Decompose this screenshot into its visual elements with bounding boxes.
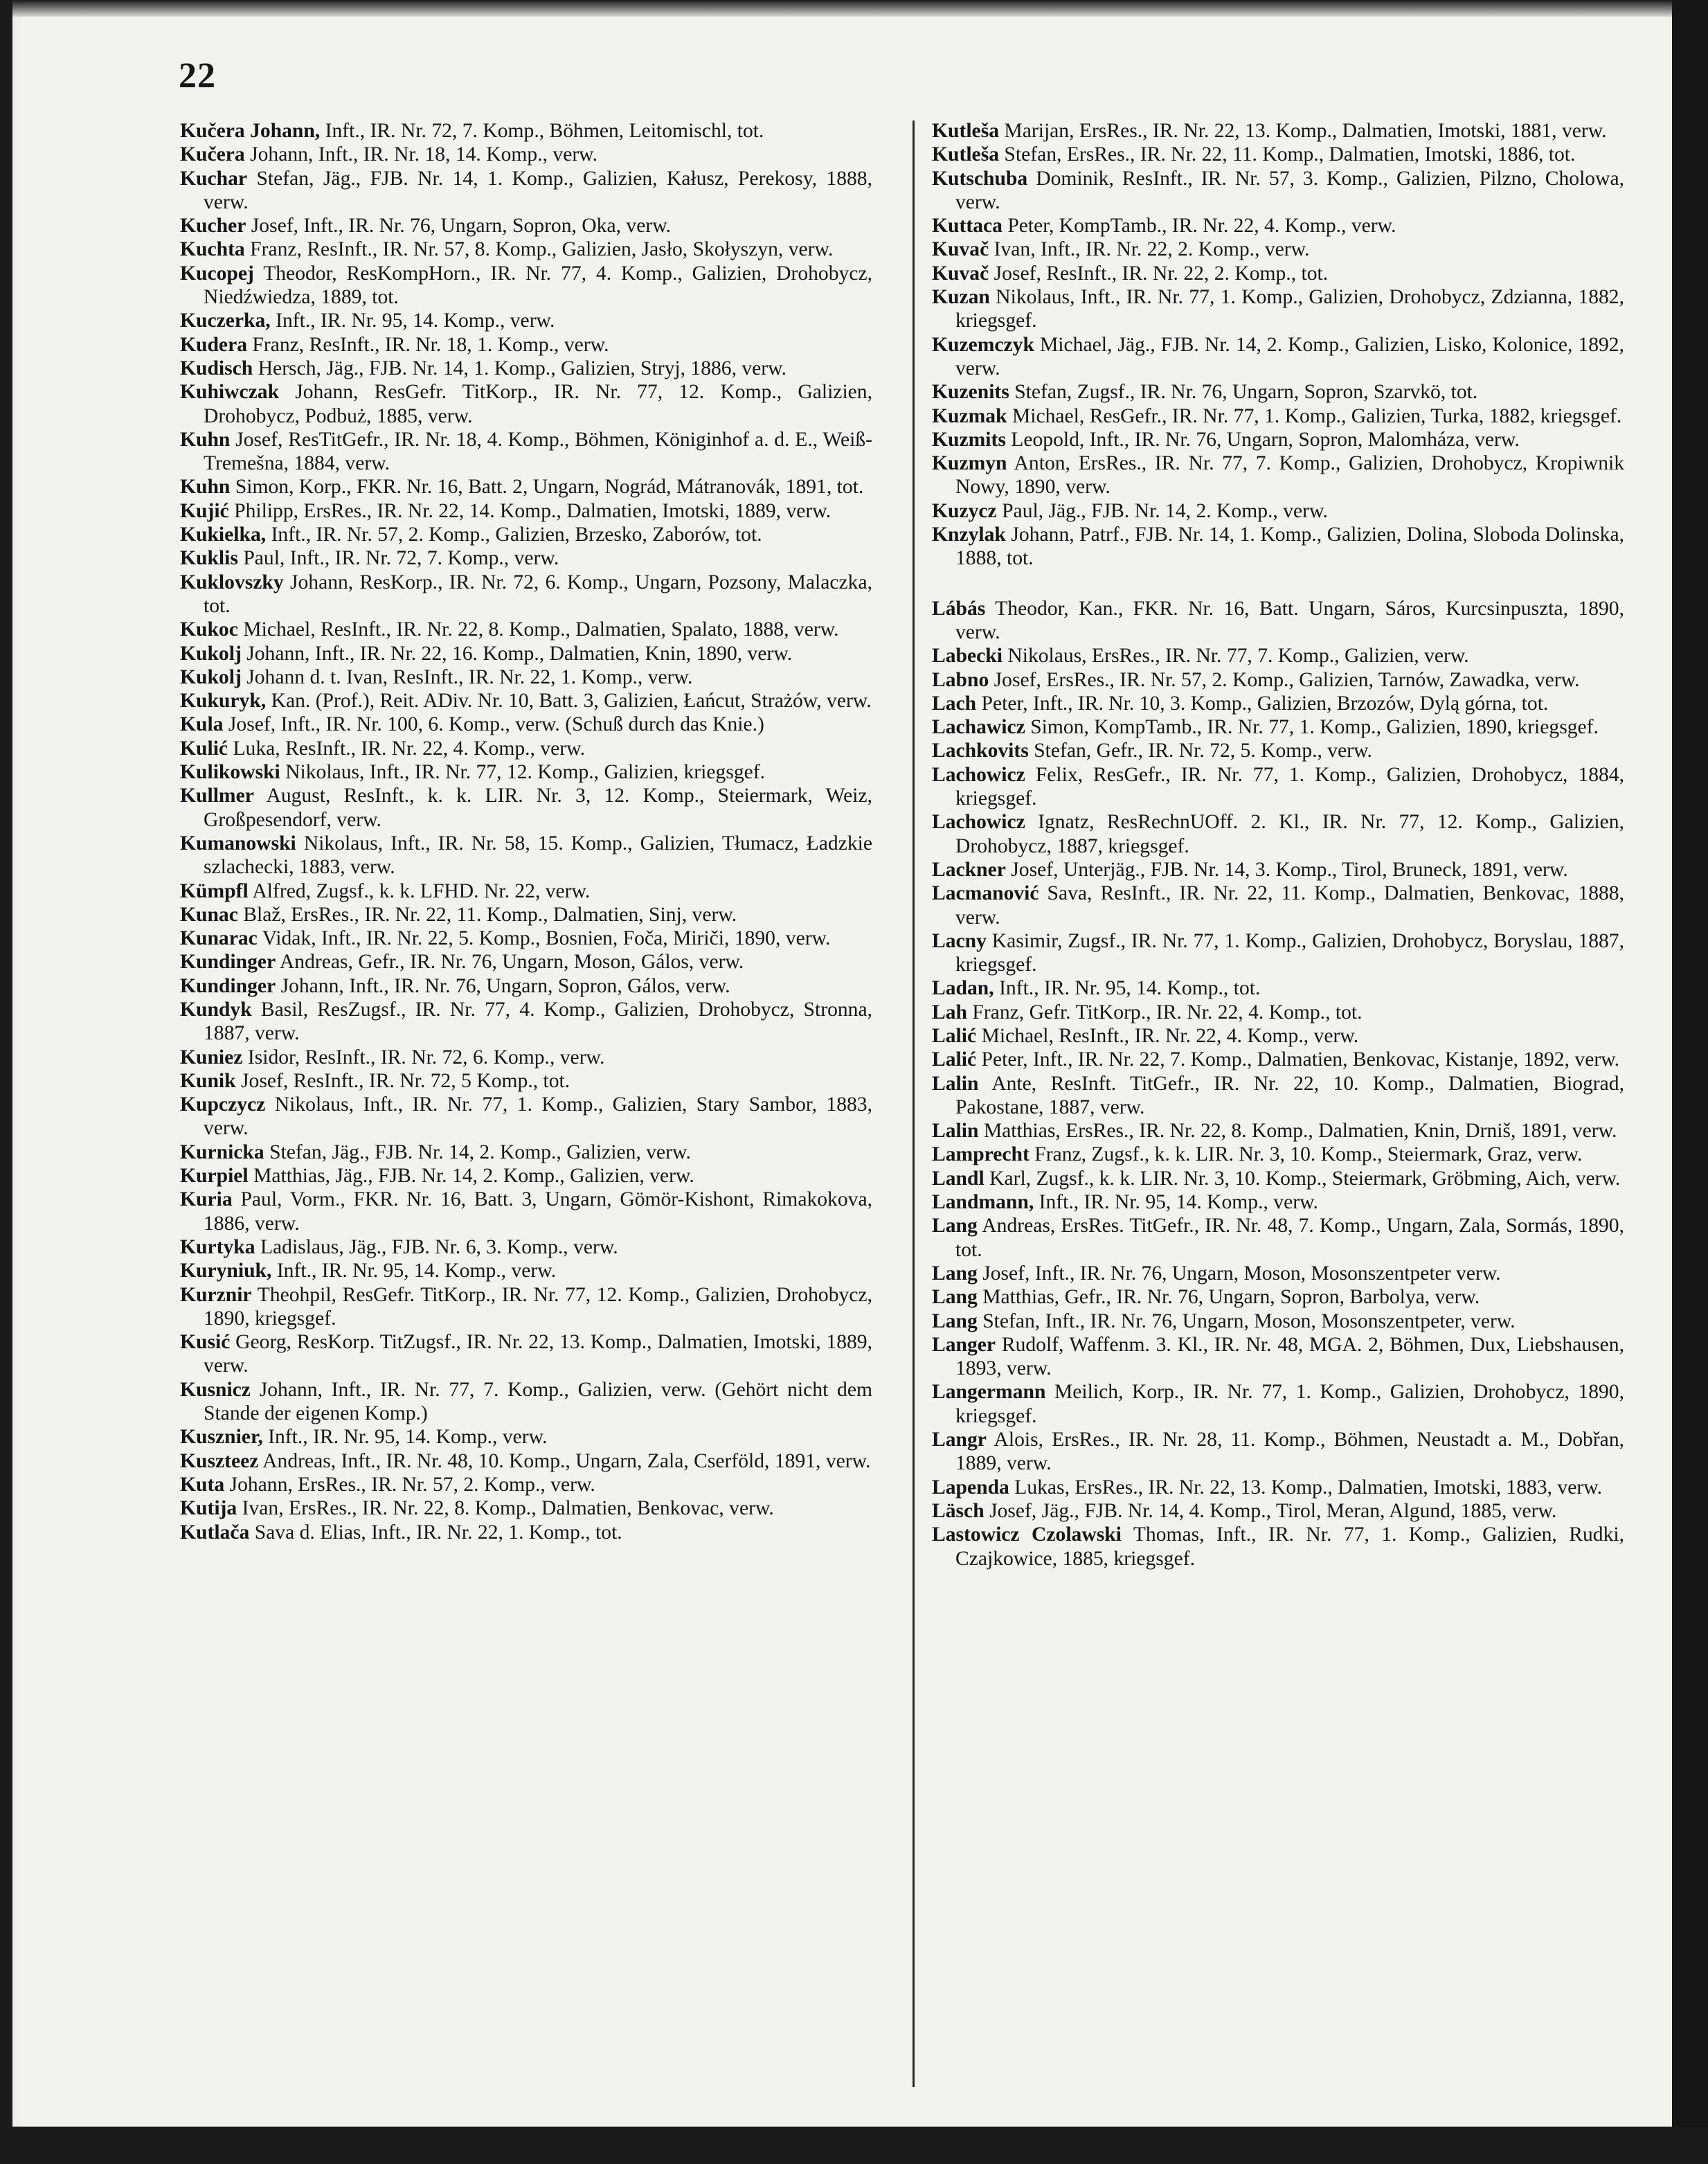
entry-details: Ladislaus, Jäg., FJB. Nr. 6, 3. Komp., verw. — [260, 1235, 618, 1258]
entry-surname: Kučera Johann, — [180, 120, 321, 142]
list-entry — [932, 167, 1624, 215]
entry-surname: Lachkovits — [932, 740, 1029, 762]
list-entry — [932, 1333, 1624, 1381]
list-entry — [932, 1024, 1624, 1048]
entry-surname: Kuczerka, — [180, 310, 271, 332]
entry-surname: Langermann — [932, 1381, 1046, 1404]
entry-surname: Kupczycz — [180, 1093, 266, 1116]
entry-details: Paul, Vorm., FKR. Nr. 16, Batt. 3, Ungarn, Gömör-Kishont, Rimakokova, 1886, verw. — [204, 1188, 872, 1235]
entry-surname: Lachawicz — [932, 716, 1025, 739]
entry-details: Michael, Jäg., FJB. Nr. 14, 2. Komp., Galizien, Lisko, Kolonice, 1892, verw. — [955, 333, 1624, 379]
entry-details: Anton, ErsRes., IR. Nr. 77, 7. Komp., Galizien, Drohobycz, Kropiwnik Nowy, 1890, verw. — [955, 452, 1625, 499]
entry-surname: Kusić — [180, 1331, 231, 1354]
entry-surname: Lapenda — [932, 1476, 1009, 1499]
entry-details: Inft., IR. Nr. 95, 14. Komp., verw. — [1039, 1191, 1318, 1214]
entry-surname: Kučera — [180, 143, 245, 166]
list-entry — [180, 571, 872, 618]
entry-surname: Kurznir — [180, 1283, 252, 1306]
entry-surname: Kutija — [180, 1497, 237, 1520]
entry-details: Theodor, Kan., FKR. Nr. 16, Batt. Ungarn, Sáros, Kurcsinpuszta, 1890, verw. — [955, 597, 1624, 643]
entry-surname: Kurpiel — [180, 1165, 249, 1188]
list-entry — [180, 214, 872, 238]
entry-details: Andreas, ErsRes. TitGefr., IR. Nr. 48, 7. Komp., Ungarn, Zala, Sormás, 1890, tot. — [955, 1215, 1625, 1261]
entry-surname: Kumanowski — [180, 832, 296, 855]
entry-surname: Kundyk — [180, 998, 252, 1021]
entry-surname: Langer — [932, 1333, 996, 1356]
scan-bottom-edge — [0, 2127, 1708, 2164]
entry-surname: Kuchar — [180, 167, 248, 190]
list-entry — [180, 428, 872, 476]
list-entry — [932, 380, 1624, 404]
list-entry — [180, 832, 872, 879]
entry-surname: Lachowicz — [932, 763, 1025, 786]
entry-surname: Kudera — [180, 333, 248, 356]
entry-details: Stefan, Jäg., FJB. Nr. 14, 2. Komp., Galizien, verw. — [269, 1141, 691, 1163]
list-entry — [932, 668, 1624, 692]
entry-details: Philipp, ErsRes., IR. Nr. 22, 14. Komp., Dalmatien, Imotski, 1889, verw. — [234, 499, 831, 522]
list-entry — [180, 903, 872, 927]
entry-surname: Kukoc — [180, 618, 238, 641]
entry-surname: Kusnicz — [180, 1378, 251, 1401]
entry-surname: Landmann, — [932, 1191, 1034, 1214]
entry-details: Josef, ResInft., IR. Nr. 22, 2. Komp., tot. — [994, 262, 1329, 285]
list-entry — [932, 882, 1624, 929]
entry-details: Josef, ErsRes., IR. Nr. 57, 2. Komp., Galizien, Tarnów, Zawadka, verw. — [994, 668, 1580, 691]
entry-surname: Lacny — [932, 929, 987, 952]
list-entry — [932, 1285, 1624, 1309]
entry-surname: Kudisch — [180, 357, 253, 379]
entry-details: Matthias, ErsRes., IR. Nr. 22, 8. Komp., Dalmatien, Knin, Drniš, 1891, verw. — [983, 1120, 1617, 1143]
list-entry — [180, 1188, 872, 1235]
entry-surname: Kuttaca — [932, 215, 1003, 238]
entry-details: Johann, Patrf., FJB. Nr. 14, 1. Komp., Galizien, Dolina, Sloboda Dolinska, 1888, tot. — [955, 524, 1624, 570]
entry-surname: Kutleša — [932, 120, 1000, 142]
entry-surname: Kusznier, — [180, 1426, 263, 1449]
entry-details: Johann, Inft., IR. Nr. 76, Ungarn, Sopron, Gálos, verw. — [280, 974, 730, 997]
entry-details: Nikolaus, ErsRes., IR. Nr. 77, 7. Komp., Galizien, verw. — [1007, 645, 1469, 668]
list-entry — [180, 167, 872, 215]
list-entry — [180, 523, 872, 546]
entry-surname: Lach — [932, 692, 977, 715]
entry-surname: Kucopej — [180, 262, 254, 285]
document-page — [21, 17, 1672, 2127]
list-entry — [932, 119, 1624, 143]
entry-surname: Lah — [932, 1001, 967, 1023]
entry-surname: Kula — [180, 713, 224, 736]
entry-details: Peter, Inft., IR. Nr. 22, 7. Komp., Dalmatien, Benkovac, Kistanje, 1892, verw. — [981, 1048, 1620, 1071]
list-entry — [180, 642, 872, 665]
list-entry — [180, 475, 872, 499]
entry-details: Isidor, ResInft., IR. Nr. 72, 6. Komp., verw. — [247, 1046, 605, 1068]
list-entry — [180, 665, 872, 689]
entry-details: Ivan, ErsRes., IR. Nr. 22, 8. Komp., Dalmatien, Benkovac, verw. — [242, 1497, 774, 1520]
entry-details: Franz, Gefr. TitKorp., IR. Nr. 22, 4. Komp., tot. — [972, 1001, 1363, 1023]
entry-surname: Kuryniuk, — [180, 1260, 272, 1282]
entry-details: Basil, ResZugsf., IR. Nr. 77, 4. Komp., Galizien, Drohobycz, Stronna, 1887, verw. — [204, 998, 872, 1045]
entry-details: Michael, ResInft., IR. Nr. 22, 8. Komp., Dalmatien, Spalato, 1888, verw. — [243, 618, 839, 641]
entry-details: Inft., IR. Nr. 95, 14. Komp., verw. — [268, 1426, 548, 1449]
entry-details: Josef, Jäg., FJB. Nr. 14, 4. Komp., Tirol, Meran, Algund, 1885, verw. — [989, 1499, 1557, 1522]
entry-details: Johann, ErsRes., IR. Nr. 57, 2. Komp., verw. — [229, 1473, 595, 1496]
entry-surname: Kuniez — [180, 1046, 243, 1068]
entry-surname: Lacmanović — [932, 882, 1039, 905]
entry-details: Peter, KompTamb., IR. Nr. 22, 4. Komp., verw. — [1007, 215, 1396, 238]
list-entry — [932, 1072, 1624, 1120]
column-divider — [913, 120, 915, 2087]
entry-details: Johann, ResGefr. TitKorp., IR. Nr. 77, 12. Komp., Galizien, Drohobycz, Podbuż, 1885, verw. — [204, 381, 872, 427]
list-entry — [932, 1476, 1624, 1499]
entry-surname: Kutleša — [932, 143, 1000, 166]
entry-details: Johann, Inft., IR. Nr. 77, 7. Komp., Galizien, verw. (Gehört nicht dem Stande der eigenen Komp.) — [204, 1378, 872, 1425]
list-entry — [180, 333, 872, 357]
entry-details: Kasimir, Zugsf., IR. Nr. 77, 1. Komp., Galizien, Drohobycz, Boryslau, 1887, kriegsgef. — [955, 929, 1624, 976]
entry-details: Stefan, Inft., IR. Nr. 76, Ungarn, Moson, Mosonszentpeter, verw. — [982, 1309, 1516, 1332]
entry-details: Paul, Jäg., FJB. Nr. 14, 2. Komp., verw. — [1002, 499, 1328, 522]
list-entry — [932, 1428, 1624, 1476]
entry-details: Simon, KompTamb., IR. Nr. 77, 1. Komp., Galizien, 1890, kriegsgef. — [1030, 716, 1599, 739]
entry-details: Dominik, ResInft., IR. Nr. 57, 3. Komp., Galizien, Pilzno, Cholowa, verw. — [955, 167, 1624, 213]
entry-surname: Lang — [932, 1215, 978, 1237]
entry-surname: Lastowicz Czolawski — [932, 1523, 1122, 1546]
list-entry — [180, 737, 872, 760]
list-entry — [180, 1093, 872, 1141]
entry-surname: Lamprecht — [932, 1143, 1030, 1166]
entry-details: Johann, Inft., IR. Nr. 18, 14. Komp., verw. — [250, 143, 598, 166]
entry-surname: Lang — [932, 1262, 978, 1285]
list-entry — [932, 1214, 1624, 1262]
list-entry — [932, 1380, 1624, 1428]
list-entry — [180, 784, 872, 832]
list-entry — [932, 692, 1624, 715]
list-entry — [932, 214, 1624, 238]
entry-surname: Kunac — [180, 903, 238, 926]
list-entry — [932, 428, 1624, 451]
entry-surname: Kuzemczyk — [932, 333, 1034, 356]
list-entry — [180, 546, 872, 570]
list-entry — [180, 974, 872, 998]
entry-surname: Kuzmyn — [932, 452, 1007, 475]
entry-surname: Kukuryk, — [180, 690, 267, 713]
entry-details: Josef, Inft., IR. Nr. 76, Ungarn, Sopron, Oka, verw. — [251, 215, 672, 238]
list-entry — [180, 760, 872, 784]
entry-surname: Ladan, — [932, 977, 994, 1000]
entry-surname: Kuhn — [180, 476, 231, 499]
list-entry — [932, 976, 1624, 1000]
list-entry — [180, 380, 872, 428]
list-entry — [180, 1521, 872, 1544]
entry-surname: Kunik — [180, 1069, 236, 1092]
entry-surname: Kutschuba — [932, 167, 1028, 190]
entry-details: Nikolaus, Inft., IR. Nr. 58, 15. Komp., Galizien, Tłumacz, Ładzkie szlachecki, 1883, verw. — [204, 832, 872, 879]
list-entry — [932, 451, 1624, 499]
entry-details: Sava, ResInft., IR. Nr. 22, 11. Komp., Dalmatien, Benkovac, 1888, verw. — [955, 882, 1624, 929]
entry-details: Michael, ResGefr., IR. Nr. 77, 1. Komp., Galizien, Turka, 1882, kriegsgef. — [1012, 404, 1622, 427]
entry-details: Leopold, Inft., IR. Nr. 76, Ungarn, Sopron, Malomháza, verw. — [1011, 428, 1520, 451]
list-entry — [932, 644, 1624, 668]
entry-surname: Läsch — [932, 1499, 985, 1522]
scan-right-edge — [1672, 0, 1708, 2164]
scan-top-edge — [0, 0, 1708, 17]
entry-details: Theodor, ResKompHorn., IR. Nr. 77, 4. Komp., Galizien, Drohobycz, Niedźwiedza, 1889, tot. — [204, 262, 872, 309]
entry-surname: Kuzycz — [932, 499, 997, 522]
entry-details: Josef, Inft., IR. Nr. 76, Ungarn, Moson, Mosonszentpeter verw. — [982, 1262, 1501, 1285]
entry-details: Johann d. t. Ivan, ResInft., IR. Nr. 22, 1. Komp., verw. — [246, 665, 693, 688]
entry-details: Inft., IR. Nr. 72, 7. Komp., Böhmen, Leitomischl, tot. — [325, 120, 764, 142]
list-entry — [932, 333, 1624, 381]
list-entry — [932, 523, 1624, 571]
entry-details: Inft., IR. Nr. 57, 2. Komp., Galizien, Brzesko, Zaborów, tot. — [271, 524, 762, 546]
list-entry — [180, 1330, 872, 1378]
entry-surname: Kuchta — [180, 238, 245, 261]
list-entry — [932, 1262, 1624, 1285]
entry-details: Andreas, Gefr., IR. Nr. 76, Ungarn, Moson, Gálos, verw. — [279, 951, 744, 974]
entry-details: Ignatz, ResRechnUOff. 2. Kl., IR. Nr. 77, 12. Komp., Galizien, Drohobycz, 1887, kriegsgef. — [955, 811, 1624, 857]
list-entry — [932, 404, 1624, 428]
list-entry — [180, 1283, 872, 1331]
list-entry — [180, 1141, 872, 1164]
entry-surname: Kunarac — [180, 927, 258, 950]
list-entry — [180, 1496, 872, 1520]
entry-surname: Lang — [932, 1286, 978, 1309]
list-entry — [932, 262, 1624, 285]
entry-surname: Kukielka, — [180, 524, 267, 546]
list-entry — [932, 597, 1624, 645]
list-entry — [180, 1378, 872, 1426]
entry-surname: Landl — [932, 1167, 985, 1190]
entry-surname: Lachowicz — [932, 811, 1025, 834]
entry-surname: Labno — [932, 668, 989, 691]
entry-surname: Kulić — [180, 737, 228, 760]
list-entry — [932, 1143, 1624, 1166]
entry-details: Josef, ResInft., IR. Nr. 72, 5 Komp., tot. — [241, 1069, 570, 1092]
list-entry — [180, 357, 872, 380]
entry-surname: Kuzan — [932, 286, 990, 309]
entry-details: Karl, Zugsf., k. k. LIR. Nr. 3, 10. Komp., Steiermark, Gröbming, Aich, verw. — [989, 1167, 1621, 1190]
entry-details: Rudolf, Waffenm. 3. Kl., IR. Nr. 48, MGA. 2, Böhmen, Dux, Liebshausen, 1893, verw. — [955, 1333, 1624, 1380]
entry-surname: Kuhn — [180, 428, 231, 451]
entry-details: Meilich, Korp., IR. Nr. 77, 1. Komp., Galizien, Drohobycz, 1890, kriegsgef. — [955, 1381, 1624, 1427]
list-entry — [180, 879, 872, 903]
entry-details: Simon, Korp., FKR. Nr. 16, Batt. 2, Ungarn, Nográd, Mátranovák, 1891, tot. — [235, 476, 864, 499]
list-entry — [180, 713, 872, 736]
entry-details: Blaž, ErsRes., IR. Nr. 22, 11. Komp., Dalmatien, Sinj, verw. — [243, 903, 737, 926]
entry-details: August, ResInft., k. k. LIR. Nr. 3, 12. Komp., Steiermark, Weiz, Großpesendorf, verw. — [204, 785, 873, 831]
list-entry — [932, 1048, 1624, 1071]
entry-surname: Kundinger — [180, 974, 276, 997]
entry-details: Lukas, ErsRes., IR. Nr. 22, 13. Komp., Dalmatien, Imotski, 1883, verw. — [1014, 1476, 1603, 1499]
list-entry — [932, 1523, 1624, 1571]
entry-details: Alois, ErsRes., IR. Nr. 28, 11. Komp., Böhmen, Neustadt a. M., Dobřan, 1889, verw. — [955, 1429, 1625, 1475]
entry-surname: Kuvač — [932, 238, 989, 261]
list-entry — [932, 858, 1624, 882]
entry-surname: Lalić — [932, 1048, 977, 1071]
entry-surname: Kullmer — [180, 785, 254, 807]
entry-surname: Kuszteez — [180, 1449, 259, 1472]
entry-details: Nikolaus, Inft., IR. Nr. 77, 12. Komp., Galizien, kriegsgef. — [285, 761, 766, 784]
entry-details: Stefan, Jäg., FJB. Nr. 14, 1. Komp., Galizien, Kałusz, Perekosy, 1888, verw. — [204, 167, 872, 213]
list-entry — [180, 1449, 872, 1473]
entry-details: Hersch, Jäg., FJB. Nr. 14, 1. Komp., Galizien, Stryj, 1886, verw. — [258, 357, 787, 379]
entry-surname: Kuzmak — [932, 404, 1007, 427]
list-entry — [180, 1259, 872, 1282]
entry-details: Inft., IR. Nr. 95, 14. Komp., verw. — [276, 1260, 557, 1282]
entry-details: Georg, ResKorp. TitZugsf., IR. Nr. 22, 13. Komp., Dalmatien, Imotski, 1889, verw. — [204, 1331, 872, 1377]
entry-details: Franz, ResInft., IR. Nr. 57, 8. Komp., Galizien, Jasło, Skołyszyn, verw. — [250, 238, 834, 261]
entry-details: Josef, ResTitGefr., IR. Nr. 18, 4. Komp., Böhmen, Königinhof a. d. E., Weiß-Tremešna, 1884, verw. — [204, 428, 872, 475]
entry-details: Inft., IR. Nr. 95, 14. Komp., tot. — [999, 977, 1261, 1000]
entry-details: Andreas, Inft., IR. Nr. 48, 10. Komp., Ungarn, Zala, Cserföld, 1891, verw. — [262, 1449, 871, 1472]
list-entry — [180, 119, 872, 143]
entry-details: Michael, ResInft., IR. Nr. 22, 4. Komp., verw. — [981, 1024, 1359, 1047]
entry-details: Sava d. Elias, Inft., IR. Nr. 22, 1. Komp., tot. — [254, 1521, 622, 1544]
entry-surname: Kukolj — [180, 665, 242, 688]
entry-surname: Kutlača — [180, 1521, 250, 1544]
entry-details: Inft., IR. Nr. 95, 14. Komp., verw. — [276, 310, 555, 332]
list-entry — [180, 309, 872, 332]
entry-details: Vidak, Inft., IR. Nr. 22, 5. Komp., Bosnien, Foča, Miriči, 1890, verw. — [262, 927, 831, 950]
entry-details: Nikolaus, Inft., IR. Nr. 77, 1. Komp., Galizien, Drohobycz, Zdzianna, 1882, kriegsgef. — [955, 286, 1624, 332]
section-gap — [932, 571, 1624, 597]
right-column — [932, 119, 1624, 1571]
list-entry — [180, 1235, 872, 1259]
entry-surname: Kurtyka — [180, 1235, 255, 1258]
list-entry — [180, 499, 872, 523]
left-column — [180, 119, 872, 1544]
entry-details: Johann, Inft., IR. Nr. 22, 16. Komp., Dalmatien, Knin, 1890, verw. — [246, 642, 793, 665]
entry-details: Matthias, Gefr., IR. Nr. 76, Ungarn, Sopron, Barbolya, verw. — [982, 1286, 1480, 1309]
entry-details: Kan. (Prof.), Reit. ADiv. Nr. 10, Batt. 3, Galizien, Łańcut, Strażów, verw. — [271, 690, 872, 713]
entry-details: Franz, Zugsf., k. k. LIR. Nr. 3, 10. Komp., Steiermark, Graz, verw. — [1034, 1143, 1583, 1166]
entry-details: Stefan, Gefr., IR. Nr. 72, 5. Komp., verw. — [1034, 740, 1372, 762]
entry-surname: Kuvač — [932, 262, 989, 285]
list-entry — [180, 927, 872, 950]
entry-surname: Kuklovszky — [180, 571, 284, 593]
scan-left-edge — [0, 0, 12, 2164]
entry-surname: Kuzenits — [932, 381, 1009, 404]
page-number: 22 — [179, 56, 216, 96]
entry-surname: Labecki — [932, 645, 1003, 668]
entry-surname: Kuklis — [180, 547, 238, 570]
entry-details: Alfred, Zugsf., k. k. LFHD. Nr. 22, verw. — [252, 879, 591, 902]
list-entry — [180, 238, 872, 261]
entry-surname: Kuria — [180, 1188, 233, 1211]
list-entry — [180, 998, 872, 1046]
list-entry — [180, 262, 872, 310]
list-entry — [180, 1046, 872, 1069]
list-entry — [180, 1473, 872, 1496]
entry-surname: Kuzmits — [932, 428, 1006, 451]
list-entry — [932, 1309, 1624, 1333]
entry-surname: Lalin — [932, 1072, 979, 1095]
entry-details: Ante, ResInft. TitGefr., IR. Nr. 22, 10. Komp., Dalmatien, Biograd, Pakostane, 1887, verw. — [955, 1072, 1624, 1118]
list-entry — [180, 143, 872, 166]
entry-details: Matthias, Jäg., FJB. Nr. 14, 2. Komp., Galizien, verw. — [253, 1165, 694, 1188]
list-entry — [932, 715, 1624, 739]
entry-details: Stefan, Zugsf., IR. Nr. 76, Ungarn, Sopron, Szarvkö, tot. — [1014, 381, 1478, 404]
list-entry — [932, 1001, 1624, 1024]
entry-details: Thomas, Inft., IR. Nr. 77, 1. Komp., Galizien, Rudki, Czajkowice, 1885, kriegsgef. — [955, 1523, 1624, 1570]
entry-details: Josef, Unterjäg., FJB. Nr. 14, 3. Komp., Tirol, Bruneck, 1891, verw. — [1011, 858, 1568, 881]
entry-details: Luka, ResInft., IR. Nr. 22, 4. Komp., verw. — [233, 737, 585, 760]
entry-surname: Kuhiwczak — [180, 381, 280, 404]
entry-details: Franz, ResInft., IR. Nr. 18, 1. Komp., verw. — [252, 333, 609, 356]
entry-surname: Knzylak — [932, 524, 1006, 546]
entry-details: Marijan, ErsRes., IR. Nr. 22, 13. Komp., Dalmatien, Imotski, 1881, verw. — [1004, 120, 1607, 142]
list-entry — [180, 950, 872, 974]
entry-surname: Lalić — [932, 1024, 977, 1047]
entry-surname: Kuta — [180, 1473, 225, 1496]
list-entry — [180, 689, 872, 713]
entry-surname: Lábás — [932, 597, 986, 620]
entry-details: Nikolaus, Inft., IR. Nr. 77, 1. Komp., Galizien, Stary Sambor, 1883, verw. — [204, 1093, 873, 1140]
list-entry — [932, 929, 1624, 977]
list-entry — [932, 238, 1624, 261]
list-entry — [932, 499, 1624, 523]
list-entry — [932, 1167, 1624, 1190]
list-entry — [932, 810, 1624, 858]
list-entry — [932, 739, 1624, 762]
entry-surname: Kucher — [180, 215, 246, 238]
entry-surname: Kukolj — [180, 642, 242, 665]
entry-details: Felix, ResGefr., IR. Nr. 77, 1. Komp., Galizien, Drohobycz, 1884, kriegsgef. — [955, 763, 1624, 810]
list-entry — [932, 143, 1624, 166]
entry-surname: Lalin — [932, 1120, 979, 1143]
list-entry — [932, 1190, 1624, 1214]
list-entry — [180, 618, 872, 641]
list-entry — [932, 1119, 1624, 1143]
list-entry — [932, 1499, 1624, 1523]
entry-details: Josef, Inft., IR. Nr. 100, 6. Komp., verw. (Schuß durch das Knie.) — [228, 713, 764, 736]
entry-details: Theohpil, ResGefr. TitKorp., IR. Nr. 77, 12. Komp., Galizien, Drohobycz, 1890, kriegsgef. — [204, 1283, 872, 1330]
entry-surname: Lackner — [932, 858, 1006, 881]
entry-details: Peter, Inft., IR. Nr. 10, 3. Komp., Galizien, Brzozów, Dylą górna, tot. — [981, 692, 1549, 715]
entry-details: Ivan, Inft., IR. Nr. 22, 2. Komp., verw. — [994, 238, 1310, 261]
entry-surname: Kujić — [180, 499, 229, 522]
list-entry — [180, 1425, 872, 1449]
entry-surname: Lang — [932, 1309, 978, 1332]
entry-details: Stefan, ErsRes., IR. Nr. 22, 11. Komp., Dalmatien, Imotski, 1886, tot. — [1004, 143, 1576, 166]
list-entry — [180, 1069, 872, 1093]
list-entry — [180, 1164, 872, 1188]
entry-surname: Kurnicka — [180, 1141, 264, 1163]
entry-surname: Kümpfl — [180, 879, 249, 902]
list-entry — [932, 285, 1624, 333]
entry-surname: Langr — [932, 1429, 987, 1451]
entry-surname: Kulikowski — [180, 761, 280, 784]
list-entry — [932, 763, 1624, 811]
entry-surname: Kundinger — [180, 951, 276, 974]
entry-details: Johann, ResKorp., IR. Nr. 72, 6. Komp., Ungarn, Pozsony, Malaczka, tot. — [204, 571, 872, 617]
entry-details: Paul, Inft., IR. Nr. 72, 7. Komp., verw. — [243, 547, 559, 570]
